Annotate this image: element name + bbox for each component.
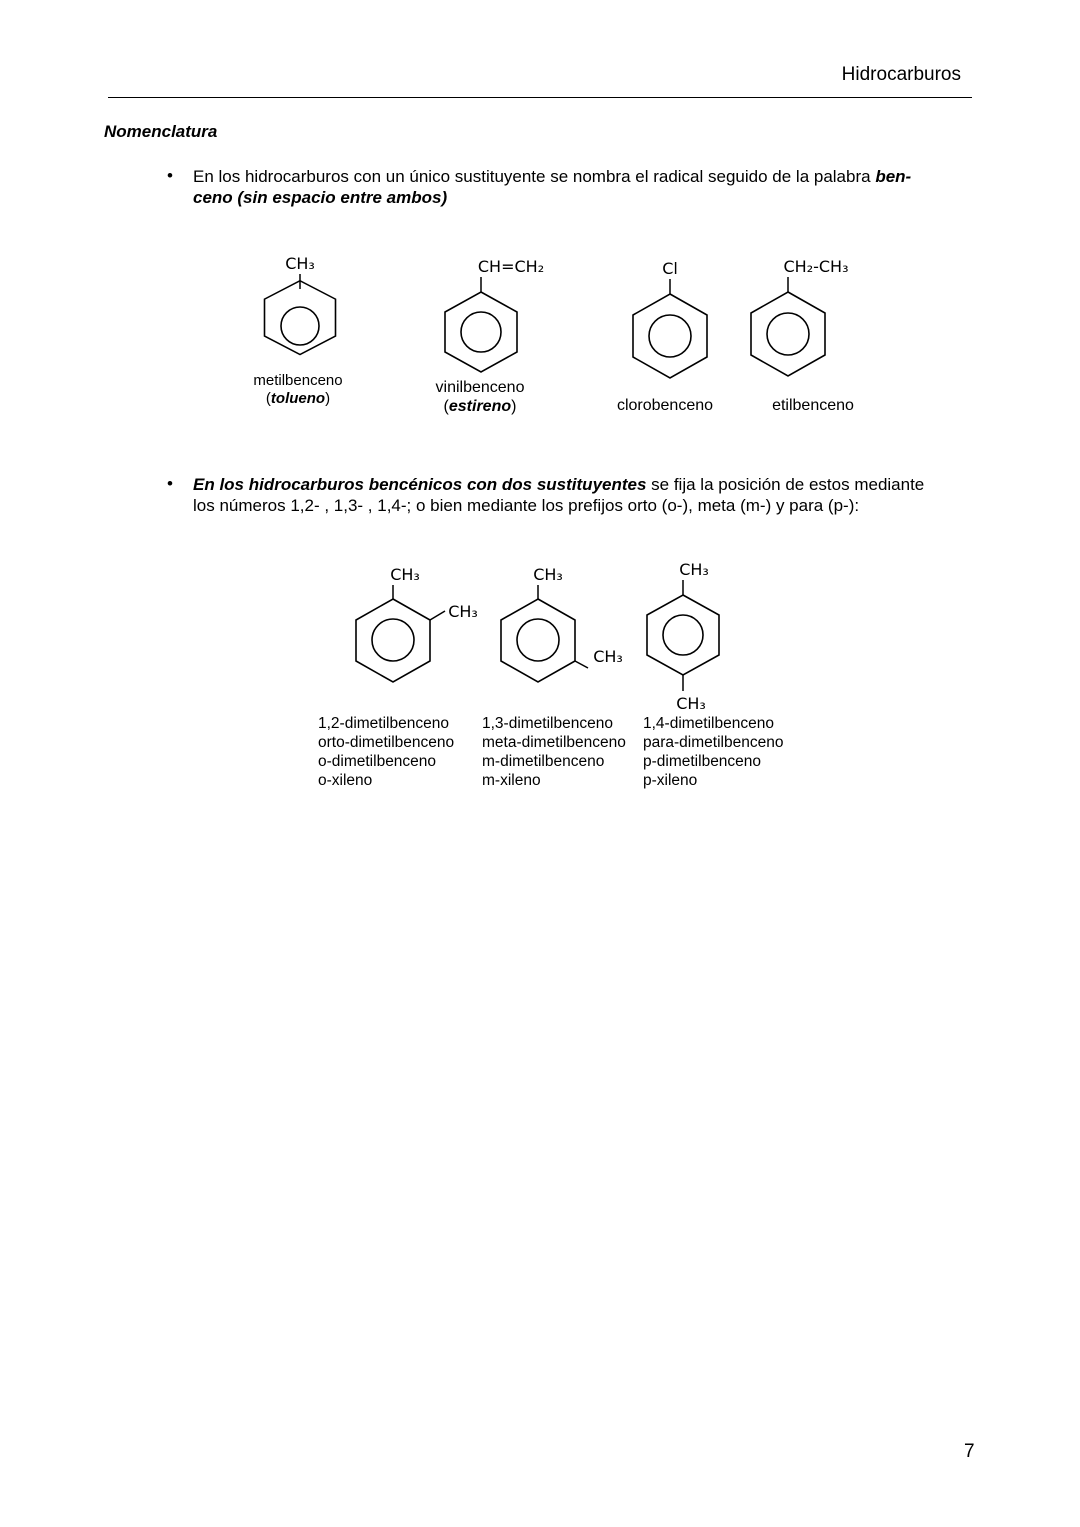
- name-line: o-dimetilbenceno: [318, 753, 437, 770]
- common-name: (tolueno): [265, 390, 331, 407]
- meta-names: [482, 714, 626, 790]
- chlorobenzene-structure: [620, 254, 720, 389]
- bullet-paragraph-2: [193, 474, 993, 516]
- ortho-xylene-structure: [345, 560, 495, 690]
- bullet-2-text-a: se fija la posición de estos mediante: [646, 475, 925, 494]
- bullet-2-emphasis: En los hidrocarburos bencénicos con dos sustituyentes: [193, 475, 647, 494]
- bullet-2-text-b: los números 1,2- , 1,3- , 1,4-; o bien mediante los prefijos orto (o-), meta (m-) y para (p-):: [193, 496, 860, 515]
- substituent-label: CH₃: [390, 565, 420, 584]
- styrene-name: [410, 378, 550, 416]
- substituent-label: CH₃: [593, 647, 623, 666]
- name-line: 1,2-dimetilbenceno: [318, 715, 449, 732]
- name-line: meta-dimetilbenceno: [482, 734, 626, 751]
- common-name: (estireno): [443, 398, 517, 415]
- styrene-structure: [435, 252, 545, 377]
- substituent-label: CH₃: [679, 560, 709, 579]
- name-line: p-dimetilbenceno: [643, 753, 762, 770]
- substituent-label: CH₃: [533, 565, 563, 584]
- para-xylene-structure: [635, 555, 745, 715]
- name-line: orto-dimetilbenceno: [318, 734, 455, 751]
- substituent-label: CH₃: [448, 602, 478, 621]
- systematic-name: vinilbenceno: [435, 379, 525, 396]
- substituent-label: Cl: [662, 259, 678, 278]
- ortho-names: [318, 714, 454, 790]
- bullet-1-emphasis-a: ben-: [875, 167, 912, 186]
- section-title: Nomenclatura: [104, 122, 218, 141]
- meta-xylene-structure: [490, 560, 640, 690]
- name-line: p-xileno: [643, 772, 698, 789]
- ethylbenzene-name: etilbenceno: [772, 397, 854, 414]
- substituent-label: CH₂-CH₃: [783, 257, 849, 276]
- bullet-marker: •: [167, 474, 173, 493]
- bullet-marker: •: [167, 166, 173, 185]
- toluene-structure: [255, 250, 355, 370]
- name-line: para-dimetilbenceno: [643, 734, 784, 751]
- para-names: [643, 714, 783, 790]
- substituent-label: CH₃: [676, 694, 706, 713]
- name-line: 1,3-dimetilbenceno: [482, 715, 613, 732]
- bullet-1-text: En los hidrocarburos con un único sustituyente se nombra el radical seguido de la palabra: [193, 167, 876, 186]
- header-rule: [108, 97, 972, 98]
- substituent-label: CH₃: [285, 254, 315, 273]
- page-number: 7: [964, 1441, 975, 1462]
- name-line: m-dimetilbenceno: [482, 753, 605, 770]
- name-line: m-xileno: [482, 772, 541, 789]
- ethylbenzene-structure: [740, 252, 870, 382]
- systematic-name: metilbenceno: [253, 372, 343, 389]
- bullet-paragraph-1: [193, 166, 983, 208]
- bullet-1-emphasis-b: ceno (sin espacio entre ambos): [193, 188, 448, 207]
- toluene-name: [238, 372, 358, 408]
- name-line: o-xileno: [318, 772, 373, 789]
- name-line: 1,4-dimetilbenceno: [643, 715, 774, 732]
- chlorobenzene-name: clorobenceno: [616, 397, 714, 414]
- substituent-label: CH=CH₂: [477, 257, 545, 276]
- header-title: Hidrocarburos: [841, 64, 961, 85]
